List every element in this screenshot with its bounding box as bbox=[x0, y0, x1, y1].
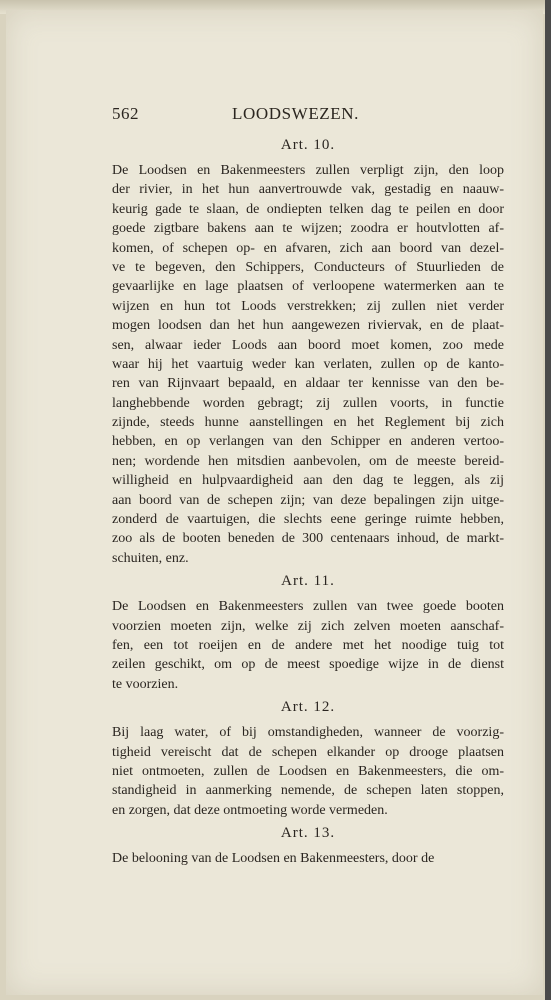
text-line: voorzien moeten zijn, welke zij zich zelven moeten aanschaf- bbox=[112, 618, 504, 634]
text-line: De Loodsen en Bakenmeesters zullen van twee goede booten bbox=[112, 599, 504, 615]
text-line: wijzen en hun tot Loods verstrekken; zij zullen niet verder bbox=[112, 298, 504, 314]
article-heading: Art. 10. bbox=[280, 137, 336, 153]
text-line: schuiten, enz. bbox=[112, 550, 189, 566]
text-line: hebben, en op verlangen van den Schipper en anderen vertoo- bbox=[112, 434, 504, 450]
text-line: niet ontmoeten, zullen de Loodsen en Bakenmeesters, die om- bbox=[112, 763, 504, 779]
page-header bbox=[112, 104, 357, 126]
text-line: standigheid in aanmerking nemende, de schepen laten stoppen, bbox=[112, 783, 504, 799]
text-line: De belooning van de Loodsen en Bakenmeesters, door de bbox=[112, 851, 435, 867]
text-line: gevaarlijke en lage plaatsen of verloopene watermerken aan te bbox=[112, 279, 504, 295]
text-line: zoo als de booten beneden de 300 centenaars inhoud, de markt- bbox=[112, 531, 504, 547]
page-right-edge bbox=[545, 0, 551, 1000]
text-line: en zorgen, dat deze ontmoeting worde vermeden. bbox=[112, 802, 388, 818]
text-line: De Loodsen en Bakenmeesters zullen verpligt zijn, den loop bbox=[112, 163, 504, 178]
text-line: zonderd de vaartuigen, die slechts eene geringe ruimte hebben, bbox=[112, 512, 504, 528]
text-line: der rivier, in het hun aanvertrouwde vak, gestadig en naauw- bbox=[112, 182, 504, 198]
text-line: waar hij het vaartuig weder kan verlaten, zullen op de kanto- bbox=[112, 356, 504, 372]
text-line: langhebbende worden gebragt; zij zullen voorts, in functie bbox=[112, 395, 504, 411]
text-line: nen; wordende hen mitsdien aanbevolen, om de meeste bereid- bbox=[112, 453, 504, 469]
article-paragraph bbox=[112, 849, 504, 868]
text-line: keurig gade te slaan, de ondiepten telken dag te peilen en door bbox=[112, 201, 504, 217]
article-heading: Art. 12. bbox=[280, 699, 336, 716]
article-heading: Art. 11. bbox=[281, 573, 335, 590]
text-line: goede zigtbare bakens aan te wijzen; zoodra er houtvlotten af- bbox=[112, 221, 504, 237]
text-line: fen, een tot roeijen en de andere met het noodige tuig tot bbox=[112, 637, 504, 653]
article-paragraph bbox=[112, 723, 504, 820]
text-line: zijnde, steeds hunne aanstellingen en het Reglement bij zich bbox=[112, 415, 504, 431]
text-line: komen, of schepen op- en afvaren, zich aan boord van dezel- bbox=[112, 240, 504, 256]
body-text bbox=[112, 134, 504, 873]
page-number: 562 bbox=[112, 104, 139, 123]
text-line: willigheid en hulpvaardigheid aan den dag te leggen, als zij bbox=[112, 473, 504, 489]
article-paragraph bbox=[112, 161, 504, 568]
text-line: Bij laag water, of bij omstandigheden, wanneer de voorzig- bbox=[112, 725, 504, 741]
text-line: te voorzien. bbox=[112, 676, 179, 692]
text-line: ren van Rijnvaart bepaald, en aldaar ter kennisse van den be- bbox=[112, 376, 504, 392]
text-line: zeilen geschikt, om op de meest spoedige wijze in de dienst bbox=[112, 657, 504, 673]
text-line: mogen loodsen dan het hun aangewezen riviervak, en de plaat- bbox=[112, 318, 504, 334]
text-line: tigheid vereischt dat de schepen elkander op drooge plaatsen bbox=[112, 744, 504, 760]
article-paragraph bbox=[112, 597, 504, 694]
running-title: LOODSWEZEN. bbox=[232, 104, 359, 123]
text-line: ve te begeven, den Schippers, Conducteurs of Stuurlieden de bbox=[112, 259, 504, 275]
text-line: sen, alwaar ieder Loods aan boord moet komen, zoo mede bbox=[112, 337, 504, 353]
article-heading: Art. 13. bbox=[280, 825, 336, 842]
text-line: aan boord van de schepen zijn; van deze bepalingen zijn uitge- bbox=[112, 492, 504, 508]
